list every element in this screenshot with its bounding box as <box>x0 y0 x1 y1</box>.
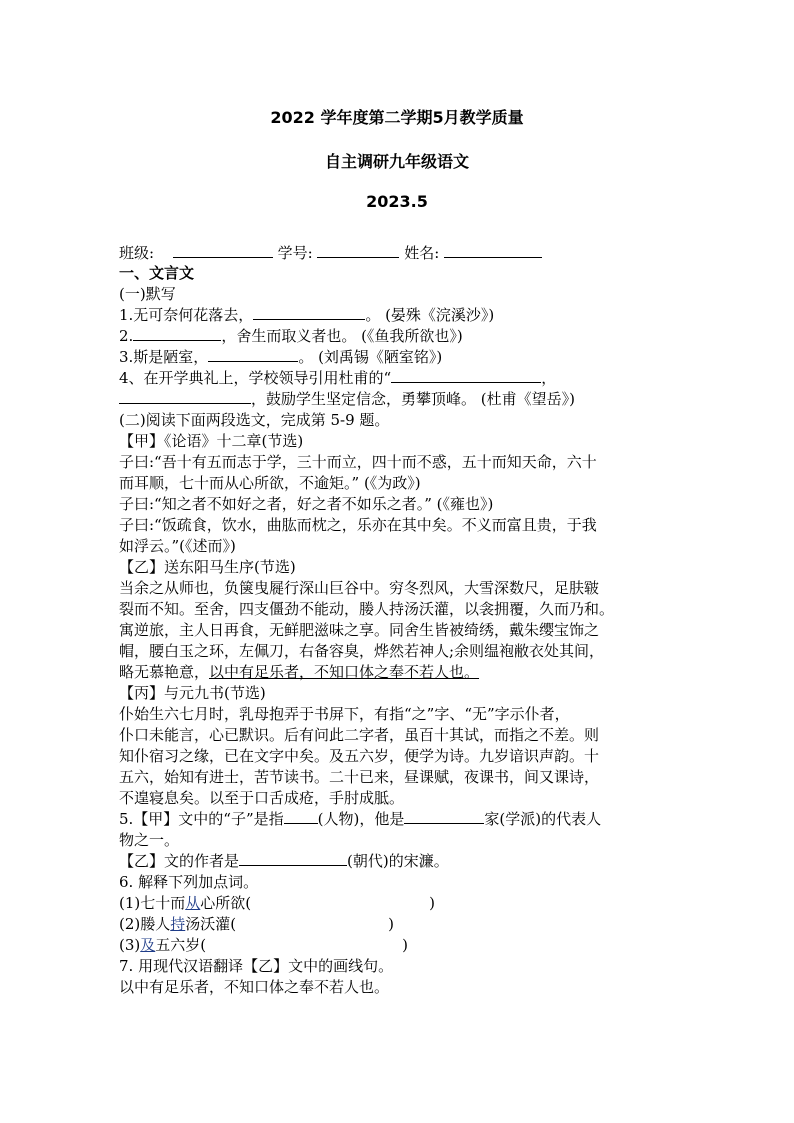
question-7-sentence: 以中有足乐者，不知口体之奉不若人也。 <box>119 978 390 996</box>
name-label: 姓名: <box>404 244 440 262</box>
part1-heading: (一)默写 <box>119 285 176 303</box>
q4-blank-2[interactable] <box>119 389 251 404</box>
q4-blank-1[interactable] <box>391 368 541 383</box>
exam-title: 2022 学年度第二学期5月教学质量 <box>270 108 524 127</box>
q2-blank[interactable] <box>133 326 221 341</box>
question-6-3: (3)及五六岁( ) <box>119 936 408 954</box>
q5-person-blank[interactable] <box>284 809 318 824</box>
question-4-line2: ，鼓励学生坚定信念，勇攀顶峰。 (杜甫《望岳》) <box>119 389 575 409</box>
passage-jia-line: 子曰:“知之者不如好之者，好之者不如乐之者。” (《雍也》) <box>119 495 494 513</box>
exam-date: 2023.5 <box>366 192 428 211</box>
passage-bing-line: 五六，始知有进士，苦节读书。二十已来，昼课赋，夜课书，间又课诗， <box>119 768 600 786</box>
question-4: 4、在开学典礼上，学校领导引用杜甫的“ ， <box>119 369 557 387</box>
question-6-2: (2)媵人持汤沃灌( ) <box>119 915 394 933</box>
q3-blank[interactable] <box>208 347 298 362</box>
passage-jia-heading: 【甲】《论语》十二章(节选) <box>119 432 304 450</box>
exam-subtitle: 自主调研九年级语文 <box>324 152 469 171</box>
passage-yi-line: 帽，腰白玉之环，左佩刀，右备容臭，烨然若神人;余则缊袍敝衣处其间， <box>119 642 605 660</box>
question-5: 5.【甲】文中的“子”是指 (人物)，他是 家(学派)的代表人 <box>119 810 602 828</box>
question-6-heading: 6. 解释下列加点词。 <box>119 873 259 891</box>
question-5-yi: 【乙】文的作者是 (朝代)的宋濂。 <box>119 852 449 870</box>
dotted-word: 从 <box>185 894 201 912</box>
class-blank[interactable] <box>173 243 273 258</box>
question-1: 1.无可奈何花落去， 。 (晏殊《浣溪沙》) <box>119 306 495 324</box>
passage-yi-line: 裂而不知。至舍，四支僵劲不能动，媵人持汤沃灌，以衾拥覆，久而乃和。 <box>119 600 615 618</box>
question-5-line2: 物之一。 <box>119 831 180 849</box>
q1-blank[interactable] <box>253 305 365 320</box>
dotted-word: 持 <box>170 915 186 933</box>
question-6-1: (1)七十而从心所欲( ) <box>119 894 435 912</box>
passage-bing-line: 知仆宿习之缘，已在文字中矣。及五六岁，便学为诗。九岁谙识声韵。十 <box>119 747 600 765</box>
question-7-heading: 7. 用现代汉语翻译【乙】文中的画线句。 <box>119 957 394 975</box>
passage-yi-line: 当余之从师也，负箧曳屣行深山巨谷中。穷冬烈风，大雪深数尺，足肤皲 <box>119 579 600 597</box>
q5-dynasty-blank[interactable] <box>239 851 347 866</box>
question-3: 3.斯是陋室， 。 (刘禹锡《陋室铭》) <box>119 348 443 366</box>
part2-heading: (二)阅读下面两段选文，完成第 5-9 题。 <box>119 411 390 429</box>
passage-jia-line: 子曰:“吾十有五而志于学，三十而立，四十而不惑，五十而知天命，六十 <box>119 453 597 471</box>
passage-yi-line: 寓逆旅，主人日再食，无鲜肥滋味之享。同舍生皆被绮绣，戴朱缨宝饰之 <box>119 621 600 639</box>
passage-yi-heading: 【乙】送东阳马生序(节选) <box>119 558 296 576</box>
passage-bing-heading: 【丙】与元九书(节选) <box>119 684 266 702</box>
dotted-word: 及 <box>140 936 156 954</box>
student-id-blank[interactable] <box>317 243 399 258</box>
student-info-line <box>119 243 542 263</box>
question-2: 2. ，舍生而取义者也。 (《鱼我所欲也》) <box>119 327 463 345</box>
student-id-label: 学号: <box>277 244 313 262</box>
passage-jia-line: 而耳顺，七十而从心所欲，不逾矩。” (《为政》) <box>119 474 421 492</box>
name-blank[interactable] <box>444 243 542 258</box>
passage-yi-last-line: 略无慕艳意，以中有足乐者，不知口体之奉不若人也。 <box>119 663 480 681</box>
passage-jia-line: 如浮云。”(《述而》) <box>119 537 236 555</box>
passage-bing-line: 仆始生六七月时，乳母抱弄于书屏下，有指“之”字、“无”字示仆者， <box>119 705 570 723</box>
section-heading: 一、文言文 <box>119 264 195 282</box>
q5-school-blank[interactable] <box>404 809 484 824</box>
passage-jia-line: 子曰:“饭疏食，饮水，曲肱而枕之，乐亦在其中矣。不义而富且贵，于我 <box>119 516 597 534</box>
class-label: 班级: <box>119 244 155 262</box>
passage-bing-line: 不遑寝息矣。以至于口舌成疮，手肘成胝。 <box>119 789 405 807</box>
underlined-sentence: 以中有足乐者，不知口体之奉不若人也。 <box>209 663 480 681</box>
passage-bing-line: 仆口未能言，心已默识。后有问此二字者，虽百十其试，而指之不差。则 <box>119 726 600 744</box>
